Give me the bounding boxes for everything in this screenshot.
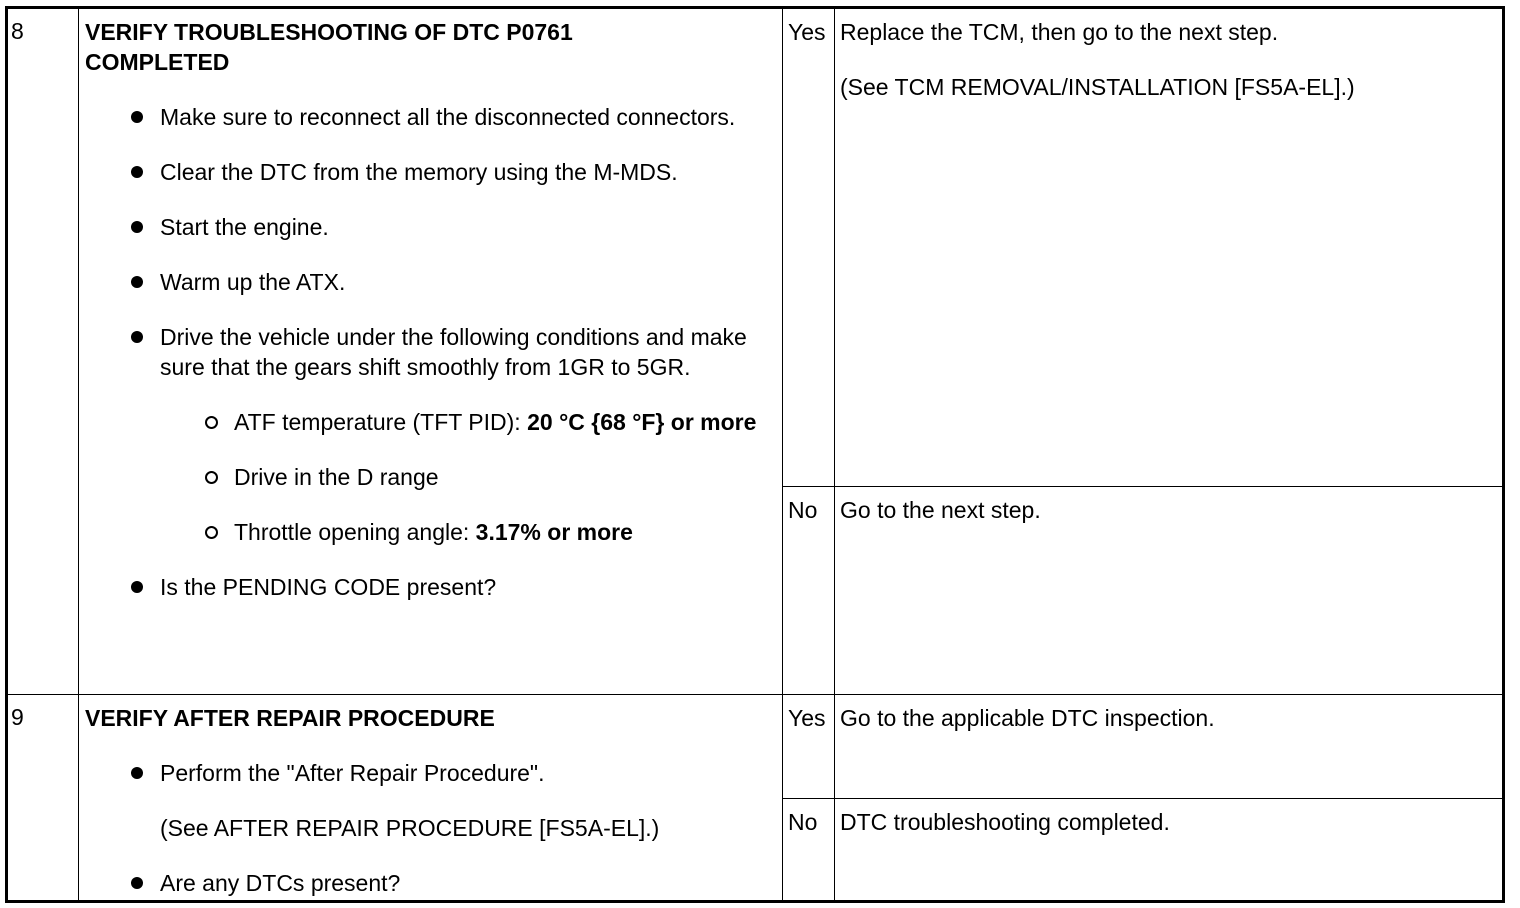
list-item: Make sure to reconnect all the disconnected connectors. (85, 102, 762, 132)
list-item: Is the PENDING CODE present? (85, 572, 762, 602)
no-result (835, 799, 1504, 902)
no-result (835, 487, 1504, 695)
yes-result-text: Go to the applicable DTC inspection. (840, 705, 1215, 731)
list-item: Start the engine. (85, 212, 762, 242)
list-item (85, 462, 762, 492)
atf-label: ATF temperature (TFT PID): (234, 409, 528, 435)
step-title-line1: VERIFY TROUBLESHOOTING OF DTC P0761 (85, 19, 573, 45)
drive-range-text: Drive in the D range (234, 464, 439, 490)
yes-label: Yes (783, 8, 835, 487)
list-item (85, 322, 762, 382)
no-result-text: DTC troubleshooting completed. (840, 809, 1170, 835)
throttle-label: Throttle opening angle: (234, 519, 476, 545)
list-item (85, 407, 762, 437)
step-number: 8 (7, 8, 79, 695)
yes-result (835, 695, 1504, 799)
throttle-value: 3.17% or more (475, 519, 633, 545)
yes-result-text: Replace the TCM, then go to the next step. (840, 19, 1279, 45)
step-number: 9 (7, 695, 79, 902)
no-label: No (783, 799, 835, 902)
list-item: Are any DTCs present? (85, 868, 762, 898)
atf-value: 20 °C {68 °F} or more (527, 409, 757, 435)
list-item: Clear the DTC from the memory using the M-MDS. (85, 157, 762, 187)
list-item (85, 517, 762, 547)
troubleshooting-table (5, 6, 1505, 903)
yes-result (835, 8, 1504, 487)
drive-conditions-text: Drive the vehicle under the following conditions and make sure that the gears shift smoothly from 1GR to 5GR. (160, 324, 747, 380)
action-list (85, 758, 762, 898)
condition-list (85, 407, 762, 547)
yes-label: Yes (783, 695, 835, 799)
action-list (85, 102, 762, 382)
no-label: No (783, 487, 835, 695)
step-title: VERIFY AFTER REPAIR PROCEDURE (85, 705, 495, 731)
no-result-text: Go to the next step. (840, 497, 1041, 523)
list-item: Warm up the ATX. (85, 267, 762, 297)
step-9-row-yes (7, 695, 1504, 799)
question-list (85, 572, 762, 602)
step-title (85, 17, 762, 77)
reference-note: (See AFTER REPAIR PROCEDURE [FS5A-EL].) (160, 815, 660, 841)
step-title-line2: COMPLETED (85, 49, 230, 75)
step-8-action (79, 8, 783, 695)
yes-reference-text: (See TCM REMOVAL/INSTALLATION [FS5A-EL].) (840, 74, 1355, 100)
list-item: Perform the "After Repair Procedure". (85, 758, 762, 788)
step-9-action (79, 695, 783, 902)
step-8-row-yes (7, 8, 1504, 487)
